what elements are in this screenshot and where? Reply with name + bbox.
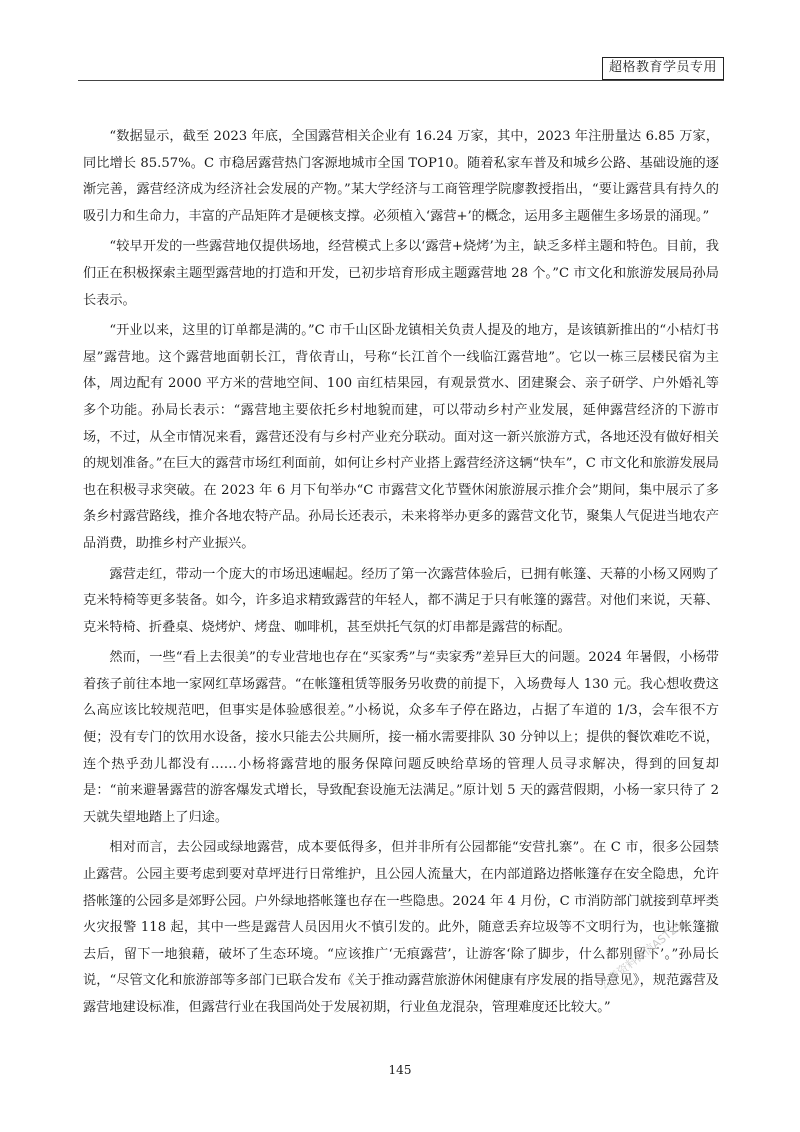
- paragraph-5: 然而，一些“看上去很美”的专业营地也存在“买家秀”与“卖家秀”差异巨大的问题。2024 年暑假，小杨带着孩子前往本地一家网红草场露营。“在帐篷租赁等服务另收费的前提下，入场费每人 130 元。我心想收费这么高应该比较规范吧，但事实是体验感很差。”小杨说，众多车子停在路边，占据了车道的 1/3，会车很不方便；没有专门的饮用水设备，接水只能去公共厕所，接一桶水需要排队 30 分钟以上；提供的餐饮难吃不说，连个热乎劲儿都没有……小杨将露营地的服务保障问题反映给草场的管理人员寻求解决，得到的回复却是：“前来避暑露营的游客爆发式增长，导致配套设施无法满足。”原计划 5 天的露营假期，小杨一家只待了 2 天就失望地踏上了归途。: [83, 650, 719, 825]
- page-number: 145: [388, 1063, 412, 1077]
- paragraph-6: 相对而言，去公园或绿地露营，成本要低得多，但并非所有公园都能“安营扎寨”。在 C 市，很多公园禁止露营。公园主要考虑到要对草坪进行日常维护，且公园人流量大，在内部道路边搭帐篷存在安全隐患，允许搭帐篷的公园多是郊野公园。户外绿地搭帐篷也存在一些隐患。2024 年 4 月份，C 市消防部门就接到草坪类火灾报警 118 起，其中一些是露营人员因用火不慎引发的。此外，随意丢弃垃圾等不文明行为，也让帐篷撤去后，留下一地狼藉，破坏了生态环境。“应该推广‘无痕露营’，让游客‘除了脚步，什么都别留下’。”孙局长说，“尽管文化和旅游部等多部门已联合发布《关于推动露营旅游休闲健康有序发展的指导意见》，规范露营及露营地建设标准，但露营行业在我国尚处于发展初期，行业鱼龙混杂，管理难度还比较大。”: [83, 840, 719, 1015]
- header-rule: [78, 80, 724, 81]
- paragraph-2: “较早开发的一些露营地仅提供场地，经营模式上多以‘露营+烧烤’为主，缺乏多样主题和特色。目前，我们正在积极探索主题型露营地的打造和开发，已初步培育形成主题露营地 28 个。”C 市文化和旅游发展局孙局长表示。: [83, 239, 719, 308]
- paragraph-4: 露营走红，带动一个庞大的市场迅速崛起。经历了第一次露营体验后，已拥有帐篷、天幕的小杨又网购了克米特椅等更多装备。如今，许多追求精致露营的年轻人，都不满足于只有帐篷的露营。对他们来说，天幕、克米特椅、折叠桌、烧烤炉、烤盘、咖啡机，甚至烘托气氛的灯串都是露营的标配。: [83, 566, 719, 635]
- header-badge: 超格教育学员专用: [602, 57, 724, 80]
- paragraph-3: “开业以来，这里的订单都是满的。”C 市千山区卧龙镇相关负责人提及的地方，是该镇新推出的“小桔灯书屋”露营地。这个露营地面朝长江，背依青山，号称“长江首个一线临江露营地”。它以一栋三层楼民宿为主体，周边配有 2000 平方米的营地空间、100 亩红桔果园，有观景赏水、团建聚会、亲子研学、户外婚礼等多个功能。孙局长表示：“露营地主要依托乡村地貌而建，可以带动乡村产业发展，延伸露营经济的下游市场，不过，从全市情况来看，露营还没有与乡村产业充分联动。面对这一新兴旅游方式，各地还没有做好相关的规划准备。”在巨大的露营市场红利面前，如何让乡村产业搭上露营经济这辆“快车”，C 市文化和旅游发展局也在积极寻求突破。在 2023 年 6 月下旬举办“C 市露营文化节暨休闲旅游展示推介会”期间，集中展示了多条乡村露营路线，推介各地农特产品。孙局长还表示，未来将举办更多的露营文化节，聚集人气促进当地农产品消费，助推乡村产业振兴。: [83, 323, 719, 551]
- watermark: 公考资料微信AST25...: [597, 912, 694, 992]
- paragraph-1: “数据显示，截至 2023 年底，全国露营相关企业有 16.24 万家，其中，2023 年注册量达 6.85 万家，同比增长 85.57%。C 市稳居露营热门客源地城市全国 TOP10。随着私家车普及和城乡公路、基础设施的逐渐完善，露营经济成为经济社会发展的产物。”某大学经济与工商管理学院廖教授指出，“要让露营具有持久的吸引力和生命力，丰富的产品矩阵才是硬核支撑。必须植入‘露营+’的概念，运用多主题催生多场景的涌现。”: [83, 129, 719, 224]
- article-body: [83, 124, 719, 1026]
